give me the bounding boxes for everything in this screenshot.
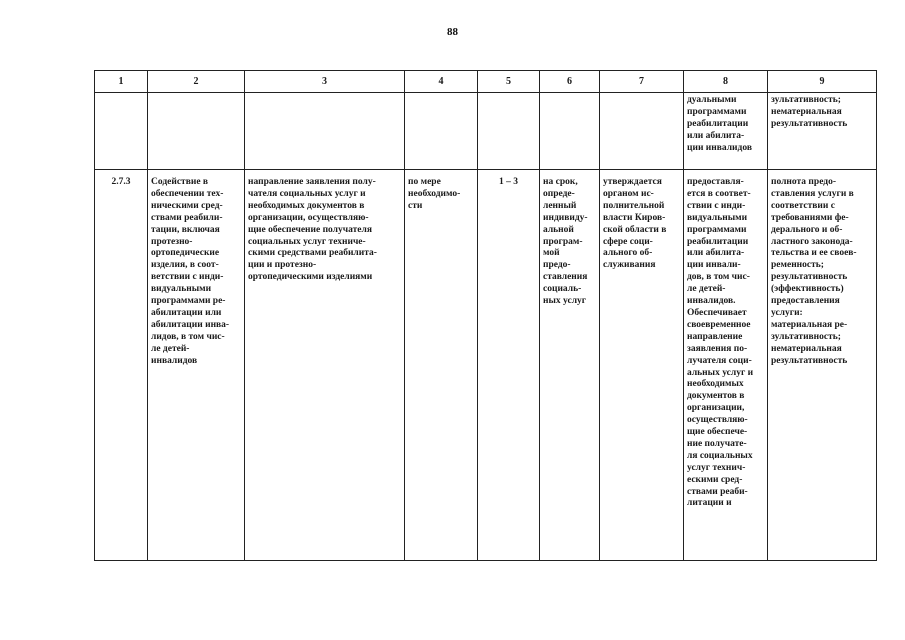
col-header-2: 2 [148, 71, 245, 93]
page-number: 88 [447, 26, 458, 38]
col-header-4: 4 [405, 71, 478, 93]
cell-service-description: направление заявления полу- чателя социальных услуг и необходимых документов в организации, осуществляю- щие обеспечение получателя социальных услуг техниче- скими средствами реабилита- ции и протезно- ортопедическими изделиями [245, 170, 405, 561]
cell-item-number: 2.7.3 [95, 170, 148, 561]
cell-service-name: Содействие в обеспечении тех- ническими сред- ствами реабили- тации, включая протезно- ортопедические изделия, в соот- ветствии с инди- видуальными программами ре- абилитации или абилитации инва- лидов, в том чис- ле детей- инвалидов [148, 170, 245, 561]
cell-tariff: утверждается органом ис- полнительной власти Киров- ской области в сфере соци- ального об- служивания [600, 170, 684, 561]
cont-cell-8: дуальными программами реабилитации или абилита- ции инвалидов [684, 93, 768, 170]
col-header-7: 7 [600, 71, 684, 93]
cell-unit-count: 1 – 3 [478, 170, 540, 561]
cell-term: на срок, опреде- ленный индивиду- альной програм- мой предо- ставления социаль- ных услуг [540, 170, 600, 561]
header-row [95, 71, 877, 93]
cell-frequency: по мере необходимо- сти [405, 170, 478, 561]
col-header-8: 8 [684, 71, 768, 93]
col-header-6: 6 [540, 71, 600, 93]
cont-cell-4 [405, 93, 478, 170]
col-header-5: 5 [478, 71, 540, 93]
cell-conditions: предоставля- ется в соответ- ствии с инди- видуальными программами реабилитации или абилита- ции инвали- дов, в том чис- ле детей- инвалидов. Обеспечивает своевременное направление заявления по- лучателя соци- альных услуг и необходимых документов в организации, осуществляю- щие обеспече- ние получате- ля социальных услуг технич- ескими сред- ствами реаби- литации и [684, 170, 768, 561]
cell-quality-indicators: полнота предо- ставления услуги в соответствии с требованиями фе- дерального и об- ластного законода- тельства и ее своев- ременность; результативность (эффективность) предоставления услуги: материальная ре- зультативность; нематериальная результативность [768, 170, 877, 561]
col-header-1: 1 [95, 71, 148, 93]
services-table [94, 70, 877, 561]
cont-cell-6 [540, 93, 600, 170]
cont-cell-9: зультативность; нематериальная результативность [768, 93, 877, 170]
cont-cell-3 [245, 93, 405, 170]
table-row [95, 170, 877, 561]
cont-cell-7 [600, 93, 684, 170]
cont-cell-5 [478, 93, 540, 170]
cont-cell-1 [95, 93, 148, 170]
col-header-3: 3 [245, 71, 405, 93]
continuation-row [95, 93, 877, 170]
col-header-9: 9 [768, 71, 877, 93]
cont-cell-2 [148, 93, 245, 170]
